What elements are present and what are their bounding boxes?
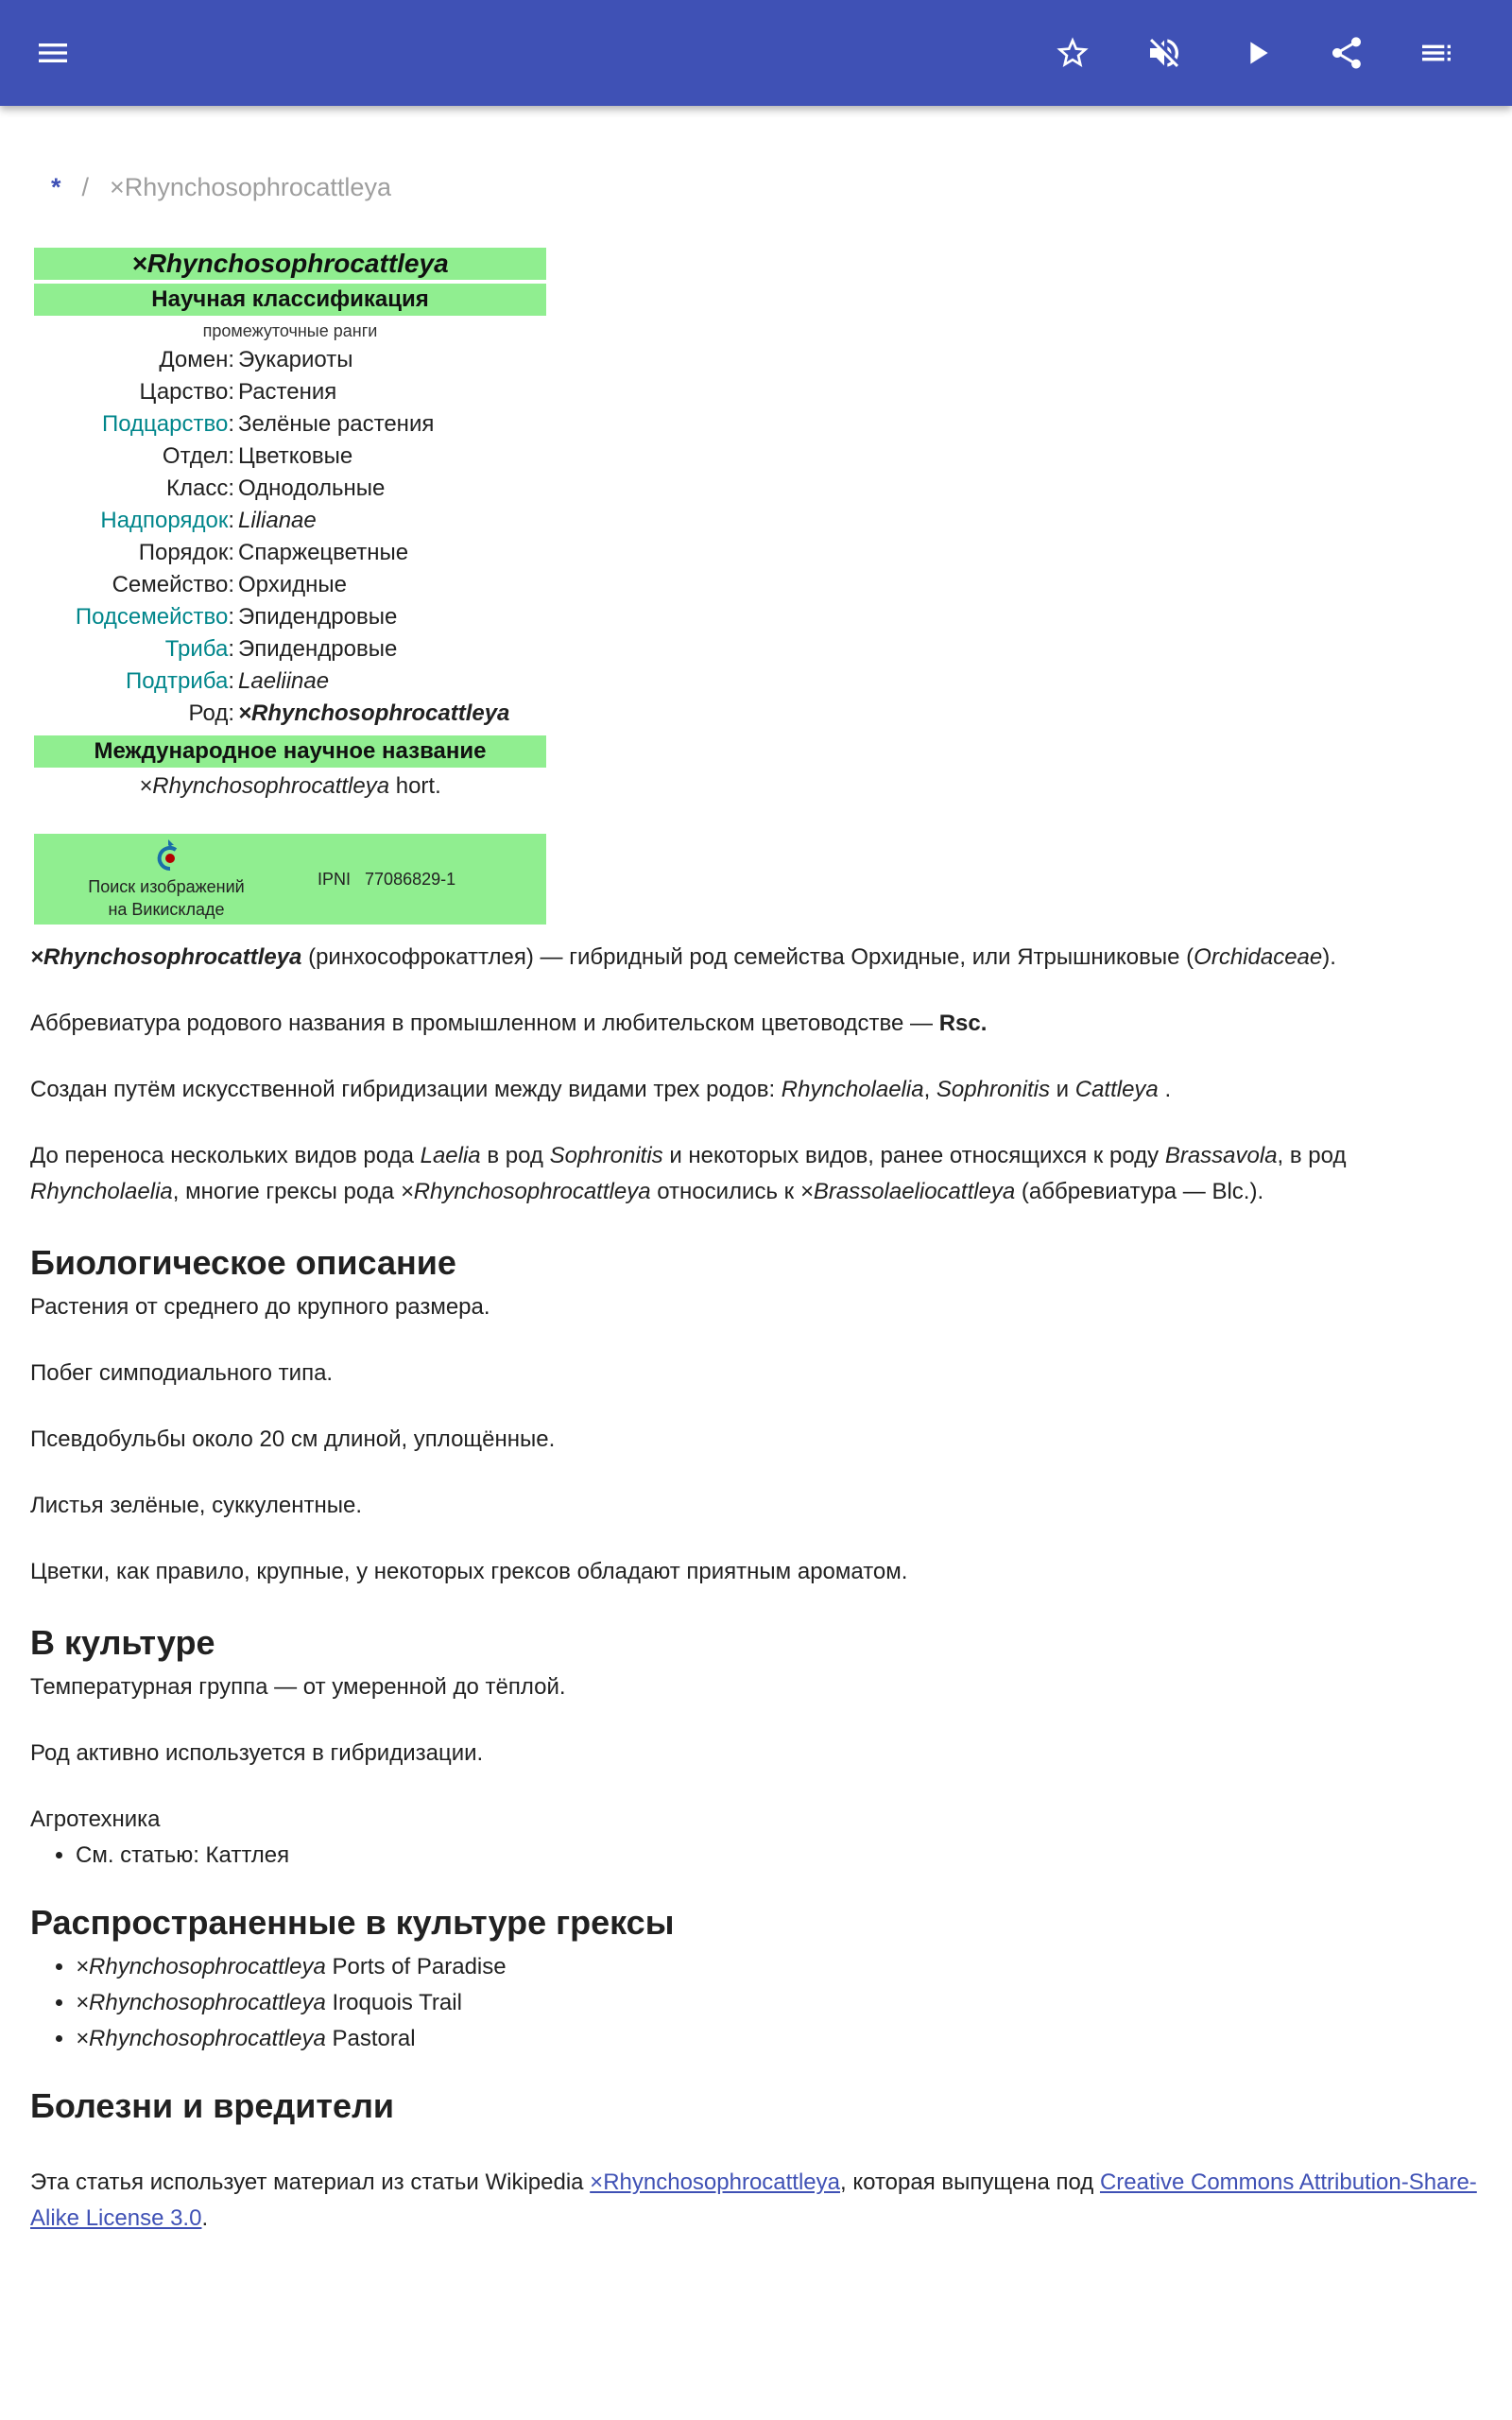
ipni-label: IPNI: [318, 870, 352, 889]
taxon-rank: Подцарство:: [101, 411, 234, 437]
taxon-value: Эпидендровые: [238, 604, 398, 630]
intro-end: ).: [1322, 944, 1336, 970]
taxon-rank: Семейство:: [112, 572, 234, 597]
bio-paragraph: Листья зелёные, суккулентные.: [30, 1493, 362, 1518]
taxon-row: [34, 505, 546, 537]
ipni-link[interactable]: [318, 866, 455, 892]
taxon-value: ×Rhynchosophrocattleya: [238, 700, 510, 726]
taxon-value: Зелёные растения: [238, 411, 435, 437]
intl-name-header: Международное научное название: [34, 735, 546, 768]
created-and: и: [1049, 1077, 1075, 1102]
classification-rows: [34, 344, 546, 730]
intro-genus: ×Rhynchosophrocattleya: [30, 944, 302, 970]
grex-item: [76, 2021, 1486, 2057]
taxon-rank-label: Порядок: [138, 540, 229, 565]
commons-search-link[interactable]: [72, 875, 261, 921]
created-paragraph: [30, 1072, 1486, 1108]
taxon-row: [34, 601, 546, 633]
history-t6: относились к: [650, 1179, 800, 1204]
taxon-rank-link[interactable]: Триба: [164, 636, 229, 662]
grex-name: Iroquois Trail: [332, 1990, 462, 2015]
created-end: .: [1158, 1077, 1172, 1102]
taxon-rank-link[interactable]: Подтриба: [125, 668, 229, 694]
intro-text: (ринхософрокаттлея) — гибридный род семейства Орхидные, или Ятрышниковые (: [301, 944, 1194, 970]
grex-name: Ports of Paradise: [332, 1954, 507, 1979]
taxobox: [34, 248, 546, 925]
taxon-rank-label: Домен: [159, 347, 229, 372]
history-laelia: Laelia: [420, 1143, 481, 1168]
breadcrumb: [51, 170, 391, 204]
intermediate-ranks-toggle[interactable]: промежуточные ранги: [202, 321, 378, 340]
commons-label-line1: Поиск изображений: [88, 877, 245, 896]
taxon-rank-link[interactable]: Подсемейство: [75, 604, 229, 630]
footer-t3: .: [201, 2205, 209, 2231]
breadcrumb-separator: /: [81, 173, 90, 201]
abbr-value: Rsc.: [938, 1011, 988, 1036]
menu-button[interactable]: [26, 26, 79, 79]
history-sophronitis: Sophronitis: [549, 1143, 663, 1168]
commons-bar: [34, 834, 546, 925]
intro-paragraph: [30, 940, 1486, 976]
share-icon: [1328, 34, 1366, 72]
taxon-row: [34, 376, 546, 408]
license-footer: [30, 2165, 1486, 2237]
taxon-rank-label: Класс: [165, 475, 229, 501]
wikipedia-source-link[interactable]: ×Rhynchosophrocattleya: [590, 2169, 841, 2195]
intl-name-author: hort.: [395, 773, 441, 799]
playlist-icon: [1418, 34, 1455, 72]
footer-t2: , которая выпущена под: [840, 2169, 1100, 2195]
grex-genus: ×Rhynchosophrocattleya: [76, 2026, 326, 2051]
history-t7: (аббревиатура — Blc.).: [1015, 1179, 1264, 1204]
taxon-value: Laeliinae: [238, 668, 330, 694]
taxon-rank-label: Семейство: [112, 572, 229, 597]
taxon-rank-link[interactable]: Подцарство: [101, 411, 229, 437]
taxon-value: Цветковые: [238, 443, 353, 469]
taxon-value: Эукариоты: [238, 347, 353, 372]
created-text: Создан путём искусственной гибридизации между видами трех родов:: [30, 1077, 782, 1102]
culture-paragraph: Род активно используется в гибридизации.: [30, 1740, 484, 1766]
culture-heading: В культуре: [30, 1623, 215, 1662]
history-blc: ×Brassolaeliocattleya: [799, 1179, 1016, 1204]
article-body: [30, 940, 1486, 2267]
taxon-rank: Род:: [188, 700, 234, 726]
intl-name: [34, 768, 546, 805]
grex-name: Pastoral: [332, 2026, 416, 2051]
grex-item: [76, 1985, 1486, 2021]
taxon-value: Эпидендровые: [238, 636, 398, 662]
commons-label-line2: на Викискладе: [108, 900, 225, 919]
bio-paragraph: Растения от среднего до крупного размера.: [30, 1294, 490, 1320]
history-t4: , в род: [1277, 1143, 1347, 1168]
taxon-value: Lilianae: [238, 508, 317, 533]
footer-t1: Эта статья использует материал из статьи Wikipedia: [30, 2169, 591, 2195]
intl-name-genus: ×Rhynchosophrocattleya: [139, 773, 390, 799]
breadcrumb-home[interactable]: *: [51, 173, 61, 201]
bio-paragraph: Псевдобульбы около 20 см длиной, уплощённые.: [30, 1426, 556, 1452]
genus-sophronitis: Sophronitis: [936, 1077, 1050, 1102]
agro-list: [30, 1838, 1486, 1874]
bio-paragraph: Побег симподиального типа.: [30, 1360, 334, 1386]
created-sep: ,: [923, 1077, 936, 1102]
grex-genus: ×Rhynchosophrocattleya: [76, 1990, 326, 2015]
agro-item: • См. статью: Каттлея: [76, 1838, 1486, 1874]
taxon-rank: Царство:: [139, 379, 234, 405]
agro-label: Агротехника: [30, 1806, 161, 1832]
grex-list: [30, 1949, 1486, 2057]
taxobox-title: ×Rhynchosophrocattleya: [34, 248, 546, 280]
taxon-rank-link[interactable]: Надпорядок: [100, 508, 229, 533]
taxon-rank: Домен:: [159, 347, 234, 372]
taxon-row: [34, 666, 546, 698]
taxon-rank: Триба:: [164, 636, 234, 662]
play-button[interactable]: [1230, 26, 1283, 79]
classification-header: Научная классификация: [34, 284, 546, 316]
history-t5: , многие грексы рода: [172, 1179, 401, 1204]
intro-family: Orchidaceae: [1194, 944, 1323, 970]
wikimedia-commons-icon[interactable]: [153, 838, 187, 872]
taxon-value: Растения: [238, 379, 337, 405]
mute-button[interactable]: [1138, 26, 1191, 79]
taxon-rank: Надпорядок:: [100, 508, 234, 533]
bio-heading: Биологическое описание: [30, 1243, 456, 1282]
bookmark-button[interactable]: [1046, 26, 1099, 79]
history-brassavola: Brassavola: [1164, 1143, 1278, 1168]
taxon-value: Орхидные: [238, 572, 348, 597]
taxon-row: [34, 473, 546, 505]
taxon-rank: Класс:: [165, 475, 234, 501]
taxon-rank: Отдел:: [162, 443, 234, 469]
history-t3: и некоторых видов, ранее относящихся к роду: [662, 1143, 1165, 1168]
taxon-value: Однодольные: [238, 475, 386, 501]
taxon-rank-label: Отдел: [162, 443, 229, 469]
history-t2: в род: [480, 1143, 550, 1168]
abbr-text: Аббревиатура родового названия в промышленном и любительском цветоводстве —: [30, 1011, 939, 1036]
ipni-id: 77086829-1: [365, 870, 456, 889]
history-paragraph: [30, 1138, 1486, 1210]
taxon-rank: Подтриба:: [125, 668, 234, 694]
abbr-paragraph: [30, 1006, 1486, 1042]
bio-section: [30, 1289, 1486, 1590]
genus-cattleya: Cattleya: [1074, 1077, 1159, 1102]
taxon-row: [34, 633, 546, 666]
taxon-row: [34, 537, 546, 569]
taxon-row: [34, 698, 546, 730]
app-bar: [0, 0, 1512, 106]
play-icon: [1238, 34, 1276, 72]
taxon-rank: Подсемейство:: [75, 604, 234, 630]
taxon-rank-label: Род: [188, 700, 229, 726]
grex-heading: Распространенные в культуре грексы: [30, 1903, 675, 1942]
star-outline-icon: [1054, 34, 1091, 72]
volume-off-icon: [1145, 34, 1183, 72]
taxon-value: Спаржецветные: [238, 540, 409, 565]
history-t1: До переноса нескольких видов рода: [30, 1143, 421, 1168]
license-link[interactable]: Creative Commons Attribution-Share-Alike License 3.0: [30, 2169, 1477, 2231]
history-rsc: ×Rhynchosophrocattleya: [400, 1179, 651, 1204]
grex-genus: ×Rhynchosophrocattleya: [76, 1954, 326, 1979]
disease-heading: Болезни и вредители: [30, 2086, 395, 2125]
history-rhyncholaelia: Rhyncholaelia: [30, 1179, 173, 1204]
breadcrumb-current: ×Rhynchosophrocattleya: [110, 173, 391, 201]
genus-rhyncholaelia: Rhyncholaelia: [781, 1077, 924, 1102]
taxon-row: [34, 441, 546, 473]
culture-paragraph: Температурная группа — от умеренной до тёплой.: [30, 1674, 566, 1700]
share-button[interactable]: [1320, 26, 1373, 79]
grex-item: [76, 1949, 1486, 1985]
toc-button[interactable]: [1410, 26, 1463, 79]
culture-section: [30, 1669, 1486, 1772]
taxon-rank-label: Царство: [139, 379, 229, 405]
bio-paragraph: Цветки, как правило, крупные, у некоторых грексов обладают приятным ароматом.: [30, 1559, 908, 1584]
menu-icon: [34, 34, 72, 72]
taxon-rank: Порядок:: [138, 540, 234, 565]
taxon-row: [34, 344, 546, 376]
taxon-row: [34, 408, 546, 441]
taxon-row: [34, 569, 546, 601]
